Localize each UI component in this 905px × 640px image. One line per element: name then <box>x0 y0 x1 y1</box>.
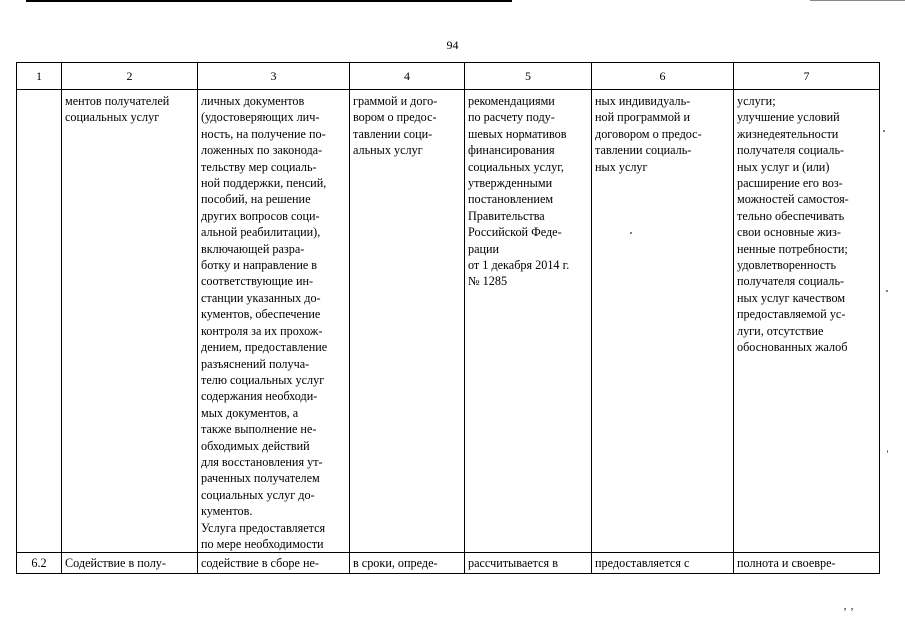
cell-service-conditions: предоставляется с <box>592 553 734 574</box>
cell-service-quality: полнота и своевре- <box>734 553 880 574</box>
scan-edge-line <box>26 0 512 2</box>
margin-mark: ‚ ‚ <box>843 598 854 612</box>
cell-service-tariff: рассчитывается в <box>465 553 592 574</box>
table-row-6-2 <box>17 553 880 574</box>
cell-service-name: Содействие в полу- <box>62 553 198 574</box>
header-cell-7: 7 <box>734 63 880 90</box>
cell-service-tariff: рекомендациями по расчету поду- шевых нормативов финансирования социальных услуг, утвержденными постановлением Правительства Российской Феде- рации от 1 декабря 2014 г. № 1285 <box>465 90 592 553</box>
header-cell-4: 4 <box>350 63 465 90</box>
cell-service-terms: граммой и дого- вором о предос- тавлении соци- альных услуг <box>350 90 465 553</box>
scan-speck <box>887 450 888 453</box>
services-table <box>16 62 880 574</box>
cell-service-terms: в сроки, опреде- <box>350 553 465 574</box>
cell-service-description: содействие в сборе не- <box>198 553 350 574</box>
cell-service-description: личных документов (удостоверяющих лич- ность, на получение по- ложенных по законода- тельству мер социаль- ной поддержки, пенсий, пособий, на решение других вопросов соци- альной реабилитации), включающей разра- ботку и направление в соответствующие ин- станции указанных до- кументов, обеспечение контроля за их прохож- дением, предоставление разъяснений получа- телю социальных услуг содержания необходи- мых документов, а также выполнение не- обходимых действий для восстановления ут- раченных получателем социальных услуг до- кументов. Услуга предоставляется по мере необходимости <box>198 90 350 553</box>
header-cell-5: 5 <box>465 63 592 90</box>
header-cell-6: 6 <box>592 63 734 90</box>
scan-speck <box>883 130 885 132</box>
cell-row-number <box>17 90 62 553</box>
header-cell-2: 2 <box>62 63 198 90</box>
scan-speck <box>886 290 888 292</box>
scan-speck <box>630 232 632 234</box>
cell-service-quality: услуги; улучшение условий жизнедеятельности получателя социаль- ных услуг и (или) расширение его воз- можностей самостоя- тельно обеспечивать свои основные жиз- ненные потребности; удовлетворенность получателя социаль- ных услуг качеством предоставляемой ус- луги, отсутствие обоснованных жалоб <box>734 90 880 553</box>
cell-service-conditions: ных индивидуаль- ной программой и договором о предос- тавлении социаль- ных услуг <box>592 90 734 553</box>
scan-edge-line-right <box>810 0 905 1</box>
table-row-continuation <box>17 90 880 553</box>
cell-service-name: ментов получателей социальных услуг <box>62 90 198 553</box>
table-header-row <box>17 63 880 90</box>
page-number: 94 <box>446 38 459 52</box>
header-cell-3: 3 <box>198 63 350 90</box>
header-cell-1: 1 <box>17 63 62 90</box>
cell-row-number: 6.2 <box>17 553 62 574</box>
